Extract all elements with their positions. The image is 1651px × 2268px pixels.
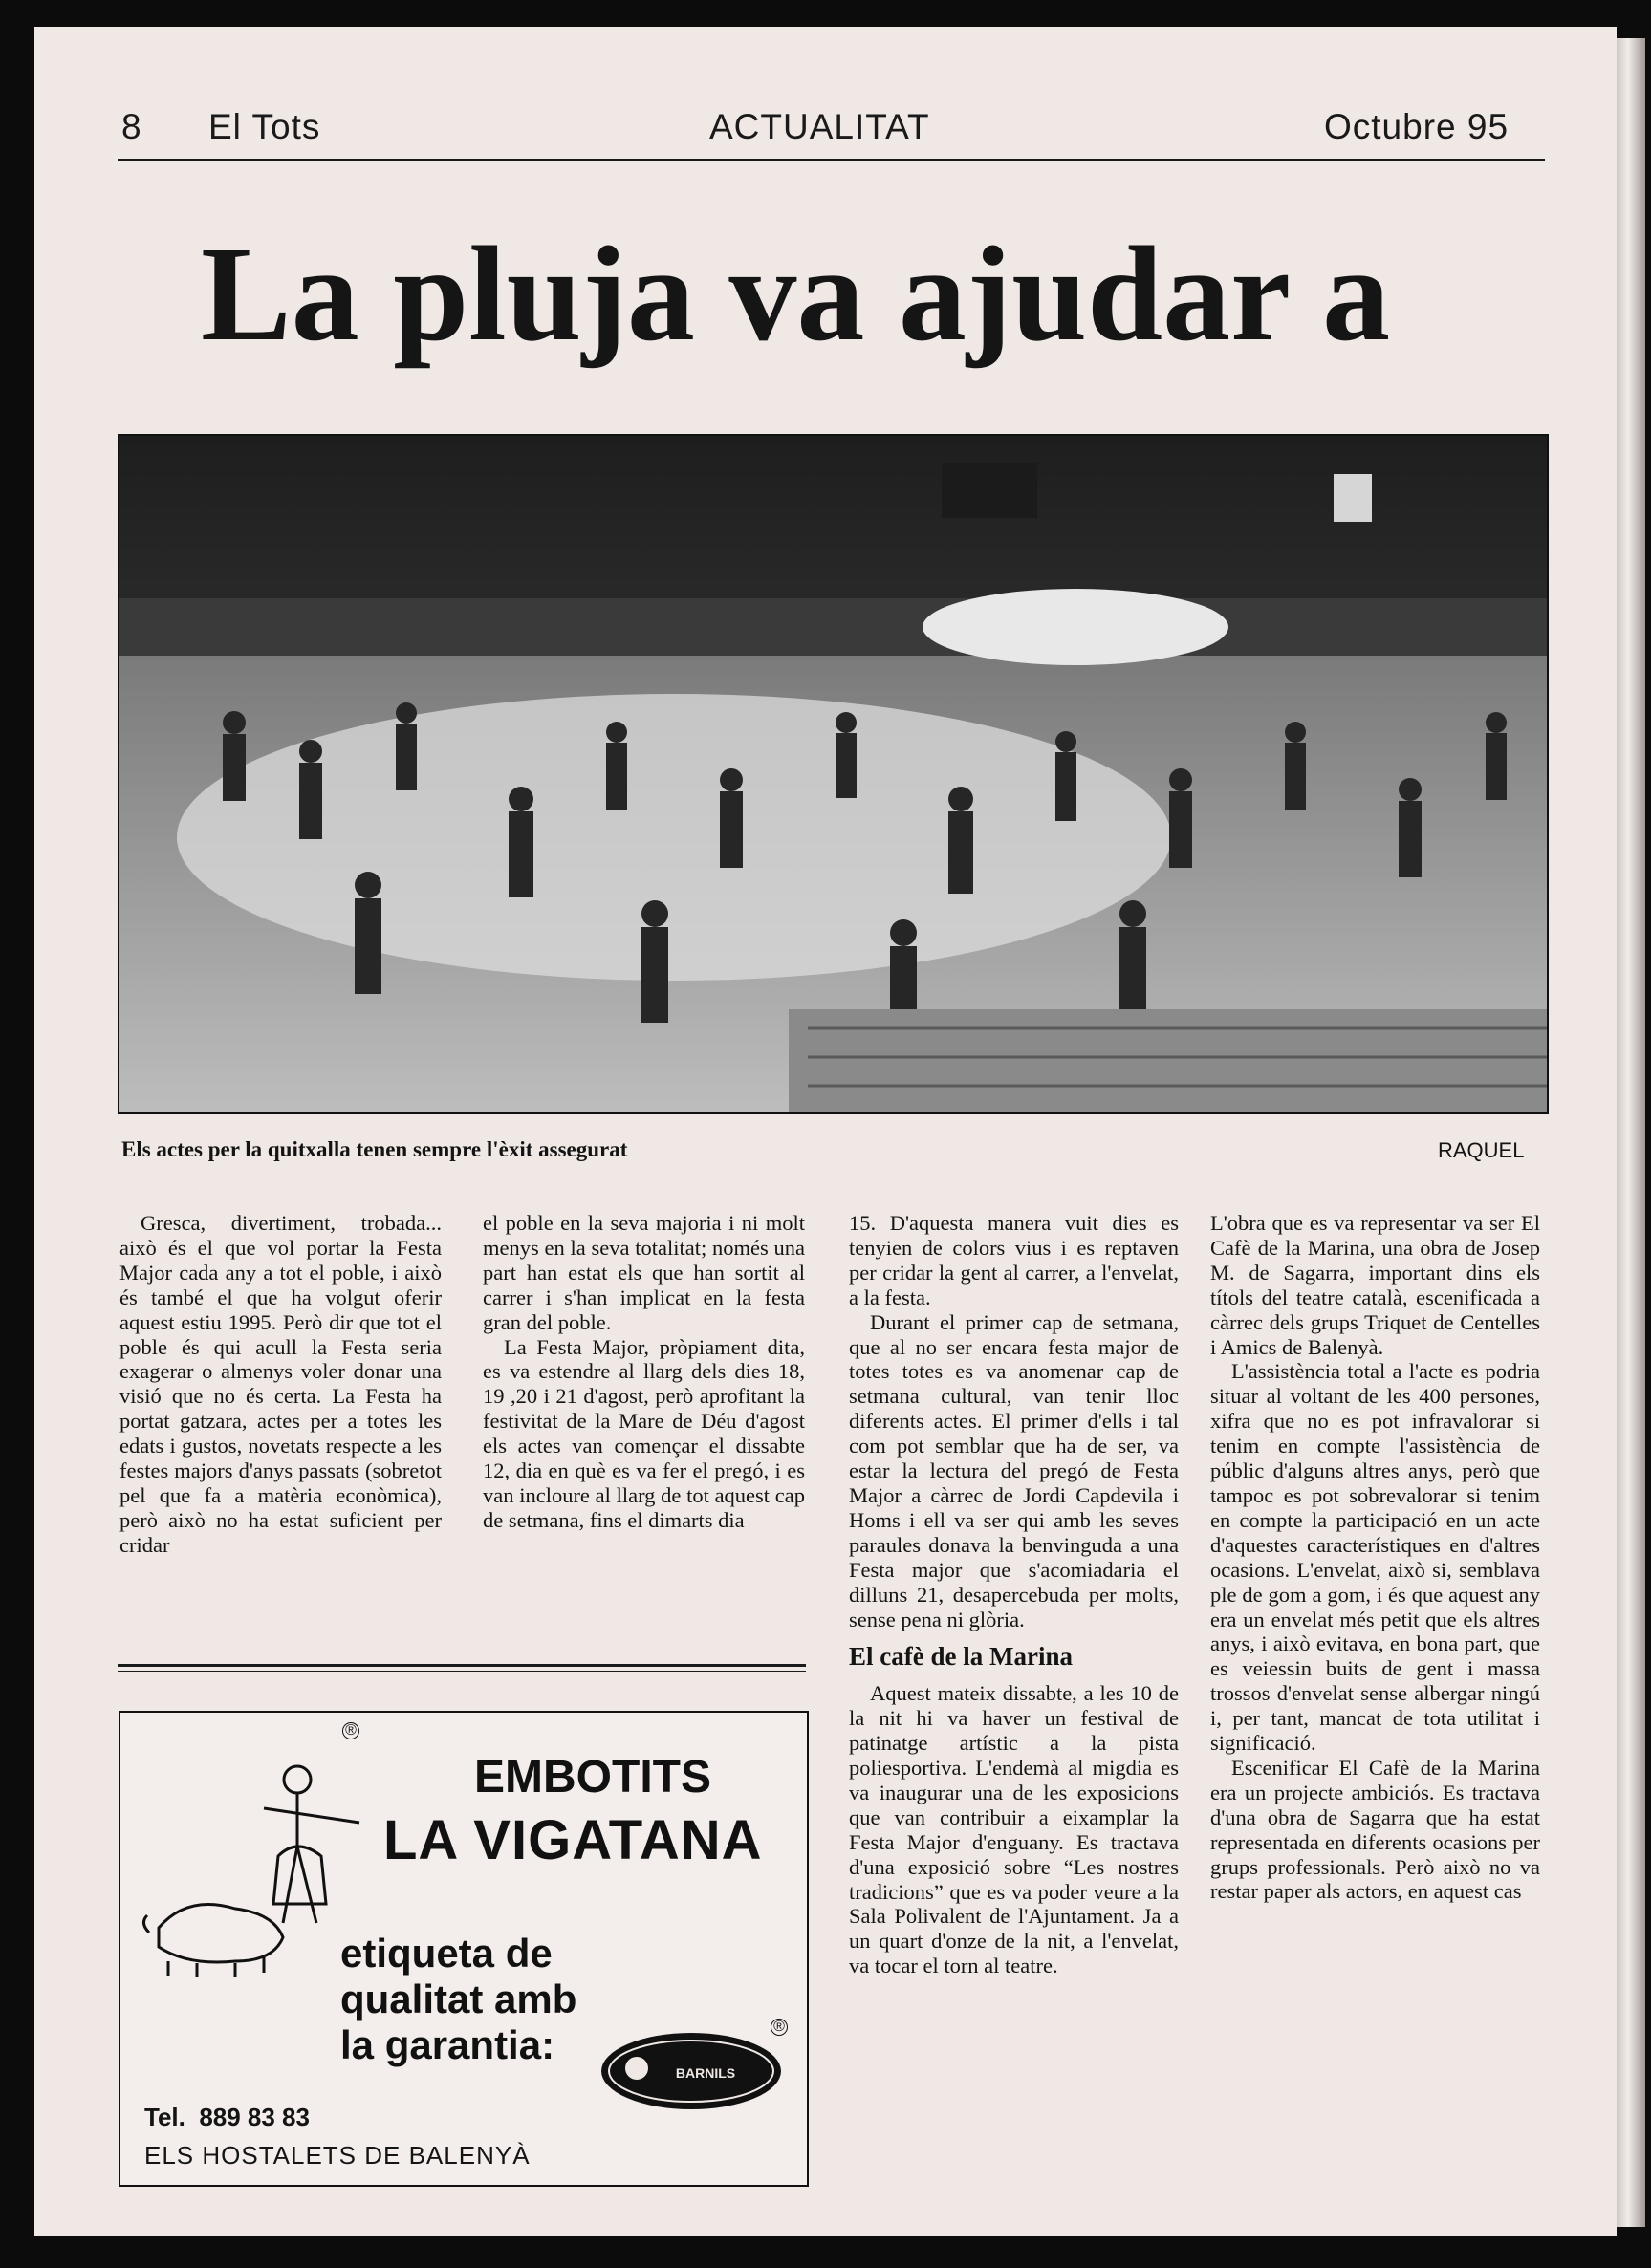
header-rule	[118, 159, 1545, 161]
section-name: ACTUALITAT	[709, 107, 930, 146]
slogan-line: la garantia:	[340, 2022, 555, 2067]
ad-brand-line-1: EMBOTITS	[474, 1752, 711, 1803]
photo-illustration	[119, 436, 1547, 1112]
phone-label: Tel.	[144, 2103, 185, 2131]
subheading: El cafè de la Marina	[849, 1642, 1073, 1672]
paragraph: Aquest mateix dissabte, a les 10 de la nit hi va haver un festival de patinatge artístic a la pista poliesportiva. L'endemà al migdia es va inaugurar una de les exposicions que van contribuir a eixamplar la Festa Major d'enguany. Es tractava d'una exposició sobre “Les nostres tradicions” que es va poder veure a la Sala Polivalent de l'Ajuntament. Ja a un quart d'onze de la nit, a l'envelat, va tocar el torn al teatre.	[849, 1681, 1179, 1978]
registered-mark: ®	[342, 1722, 359, 1739]
photo-caption: Els actes per la quitxalla tenen sempre l'èxit assegurat	[121, 1137, 628, 1161]
publication-name: El Tots	[208, 107, 321, 146]
article-column-3	[849, 1211, 1179, 1978]
page-edge	[1617, 38, 1645, 2227]
paragraph: La Festa Major, pròpiament dita, es va estendre al llarg dels dies 18, 19 ,20 i 21 d'agost, però aprofitant la festivitat de la Mare de Déu d'agost els actes van començar el dissabte 12, dia en què es va fer el pregó, i es van incloure al llarg de tot aquest cap de setmana, fins el dimarts dia	[483, 1334, 805, 1532]
logo-text: BARNILS	[675, 2065, 736, 2081]
paragraph: L'assistència total a l'acte es podria situar al voltant de les 400 persones, xifra que no es pot infravalorar si tenim en compte l'assistència de públic d'alguns altres anys, però que tampoc es pot sobrevalorar si tenim en compte la participació en un acte d'aquestes característiques en d'altres ocasions. L'envelat, això si, semblava ple de gom a gom, i és que aquest any era un envelat més petit que els altres anys, i això evitava, en bona part, que es veiessin buits de gent i massa trossos d'envelat sense albergar ningú i, per tant, mancat de tota utilitat i significació.	[1210, 1359, 1540, 1756]
ad-brand-line-2: LA VIGATANA	[383, 1809, 763, 1871]
phone-number: 889 83 83	[199, 2103, 310, 2131]
crowd-foam-party-photo	[118, 434, 1549, 1114]
paragraph: Escenificar El Cafè de la Marina era un projecte ambiciós. Es tractava d'una obra de Sagarra que ha estat representada en diferents ocasions per grups professionals. Però això no va restar paper als actors, en aquest cas	[1210, 1755, 1540, 1904]
article-column-1	[119, 1211, 442, 1558]
paragraph: 15. D'aquesta manera vuit dies es tenyien de colors vius i es reptaven per cridar la gent al carrer, a l'envelat, a la festa.	[849, 1211, 1179, 1309]
ad-slogan	[340, 1931, 576, 2068]
paragraph: el poble en la seva majoria i ni molt menys en la seva totalitat; només una part han estat els que han sortit al carrer i s'han implicat en la festa gran del poble.	[483, 1211, 805, 1334]
ad-divider-rule	[118, 1664, 806, 1667]
paragraph: Gresca, divertiment, trobada... això és el que vol portar la Festa Major cada any a tot el poble, i això és també el que ha volgut oferir aquest estiu 1995. Però dir que tot el poble és qui acull la Festa seria exagerar o almenys voler donar una visió que no és certa. La Festa ha portat gatzara, actes per a totes les edats i gustos, novetats respecte a les festes majors d'anys passats (sobretot pel que fa a matèria econòmica), però això no ha estat suficient per cridar	[119, 1211, 442, 1557]
advertisement-box	[119, 1711, 809, 2187]
page-number: 8	[121, 107, 142, 146]
article-column-2	[483, 1211, 805, 1533]
ad-divider-rule-thin	[118, 1671, 806, 1672]
photo-credit: RAQUEL	[1438, 1138, 1525, 1162]
paragraph: Durant el primer cap de setmana, que al no ser encara festa major de totes totes es va anomenar cap de setmana cultural, van tenir lloc diferents actes. El primer d'ells i tal com pot semblar que ha de ser, va estar la lectura del pregó de Festa Major a càrrec de Jordi Capdevila i Homs i ell va ser qui amb les seves paraules donava la benvinguda a una Festa major que s'acomiadaria el dilluns 21, desapercebuda per molts, sense pena ni glòria.	[849, 1309, 1179, 1631]
slogan-line: etiqueta de	[340, 1931, 553, 1976]
ad-phone	[144, 2103, 310, 2132]
registered-mark: ®	[771, 2019, 788, 2036]
article-column-4	[1210, 1211, 1540, 1904]
paragraph: L'obra que es va representar va ser El Cafè de la Marina, una obra de Josep M. de Sagarra, important dins els títols del teatre català, escenificada a càrrec dels grups Triquet de Centelles i Amics de Balenyà.	[1210, 1211, 1540, 1359]
slogan-line: qualitat amb	[340, 1976, 577, 2021]
issue-date: Octubre 95	[1324, 107, 1510, 146]
ad-address: ELS HOSTALETS DE BALENYÀ	[144, 2141, 531, 2170]
barnils-logo	[598, 2030, 785, 2112]
headline: La pluja va ajudar a	[201, 218, 1391, 369]
